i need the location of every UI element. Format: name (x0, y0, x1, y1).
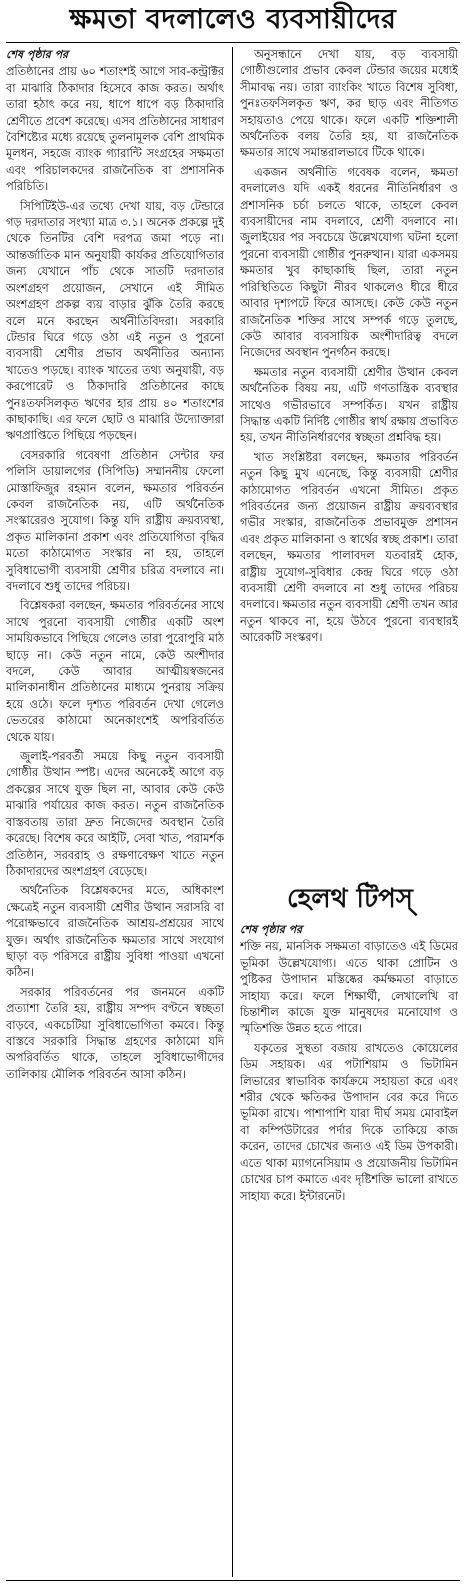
health-tips-title: হেলথ টিপস্ (287, 884, 413, 914)
tips-paragraph: যকৃতের সুস্থতা বজায় রাখতেও কোয়েলের ডিম সহায়ক। এর পটাশিয়াম ও ভিটামিন লিভারের স্বাভাবিক কার্যক্রমে সহায়তা করে এবং শরীর থেকে ক্ষতিকর উপাদান বের করে দিতে ভূমিকা রাখে। পাশাপাশি যারা দীর্ঘ সময় মোবাইল বা কম্পিউটারের পর্দার দিকে তাকিয়ে কাজ করেন, তাদের চোখের জন্যও এই ডিম উপকারী। এতে থাকা ম্যাগনেসিয়াম ও প্রয়োজনীয় ভিটামিন চোখের চাপ কমাতে এবং দৃষ্টিশক্তি ভালো রাখতে সাহায্য করে। ইন্টারনেট। (240, 1041, 458, 1203)
health-tips-body (240, 922, 458, 1577)
continued-label: শেষ পৃষ্ঠার পর (6, 48, 69, 61)
bottom-rule (6, 1580, 460, 1581)
article-paragraph: বিশ্লেষকরা বলছেন, ক্ষমতার পরিবর্তনের সাথে সাথে পুরনো ব্যবসায়ী গোষ্ঠীর একটি অংশ সাময়িকভাবে পিছিয়ে গেলেও তারা পুরোপুরি মাঠ ছাড়ে না। কেউ নতুন নামে, কেউ অংশীদার বদলে, কেউ আবার আত্মীয়স্বজনের মালিকানাধীন প্রতিষ্ঠানের মাধ্যমে পুনরায় সক্রিয় হয়ে ওঠে। ফলে দৃশ্যত পরিবর্তন দেখা গেলেও ভেতরের কাঠামো অনেকাংশেই অপরিবর্তিত থেকে যায়। (6, 599, 224, 744)
article-paragraph: ক্ষমতার নতুন ব্যবসায়ী শ্রেণীর উত্থান কেবল অর্থনৈতিক বিষয় নয়, এটি গণতান্ত্রিক ব্যবস্থার সাথেও গভীরভাবে সম্পর্কিত। যখন রাষ্ট্রীয় সিদ্ধান্ত একটি নির্দিষ্ট গোষ্ঠীর স্বার্থ রক্ষায় প্রভাবিত হয়, তখন নীতিনির্ধারণের স্বচ্ছতা প্রশ্নবিদ্ধ হয়। (240, 365, 458, 445)
headline: ক্ষমতা বদলালেও ব্যবসায়ীদের (69, 4, 397, 35)
article-paragraph: সিপিটিইউ-এর তথ্যে দেখা যায়, বড় টেন্ডারে গড় দরদাতার সংখ্যা মাত্র ৩.১। অনেক প্রকল্পে দুই থেকে তিনটির বেশি দরপত্র জমা পড়ে না। আন্তর্জাতিক মান অনুযায়ী কার্যকর প্রতিযোগিতার জন্য যেখানে পাঁচ থেকে সাতটি দরদাতার অংশগ্রহণ প্রয়োজন, সেখানে এই সীমিত অংশগ্রহণ প্রকল্প ব্যয় বাড়ার ঝুঁকি তৈরি করছে বলে মনে করছেন অর্থনীতিবিদরা। সরকারি টেন্ডার ঘিরে গড়ে ওঠা এই নতুন ও পুরনো ব্যবসায়ী শ্রেণীর প্রভাব অর্থনীতির অন্যান্য খাতেও পড়ছে। ব্যাংক খাতের তথ্য অনুযায়ী, বড় করপোরেট ও ঠিকাদারি প্রতিষ্ঠানের কাছে পুনঃতফসিলকৃত ঋণের হার প্রায় ৪০ শতাংশের কাছাকাছি। এর ফলে ছোট ও মাঝারি উদ্যোক্তারা ঋণপ্রাপ্তিতে পিছিয়ে পড়ছেন। (6, 199, 224, 443)
article-paragraph: সরকার পরিবর্তনের পর জনমনে একটি প্রত্যাশা তৈরি হয়, রাষ্ট্রীয় সম্পদ বণ্টনে স্বচ্ছতা বাড়বে, একচেটিয়া সুবিধাভোগিতা কমবে। কিন্তু বাস্তবে সরকারি সিদ্ধান্ত গ্রহণের কাঠামো যদি অপরিবর্তিত থাকে, তাহলে সুবিধাভোগীদের তালিকায় মৌলিক পরিবর্তন আসা কঠিন। (6, 985, 224, 1081)
article-column-left (6, 47, 224, 1577)
article-paragraph: জুলাই-পরবর্তী সময়ে কিছু নতুন ব্যবসায়ী গোষ্ঠীর উত্থান স্পষ্ট। এদের অনেকেই আগে বড় প্রকল্পের সাথে যুক্ত ছিল না, আবার কেউ কেউ মাঝারি পর্যায়ের কাজ করত। নতুন রাজনৈতিক বাস্তবতায় তারা দ্রুত নিজেদের অবস্থান তৈরি করেছে। বিশেষ করে আইটি, সেবা খাত, পরামর্শক প্রতিষ্ঠান, সরবরাহ ও রক্ষণাবেক্ষণ খাতে নতুন ঠিকাদারদের অংশগ্রহণ বেড়েছে। (6, 750, 224, 878)
column-divider (232, 47, 233, 1577)
article-column-right (240, 47, 458, 877)
article-paragraph: অর্থনৈতিক বিশ্লেষকদের মতে, অধিকাংশ ক্ষেত্রেই নতুন ব্যবসায়ী শ্রেণীর উত্থান সরাসরি বা পরোক্ষভাবে রাজনৈতিক আশ্রয়-প্রশ্রয়ের সাথে যুক্ত। অর্থাৎ রাজনৈতিক ক্ষমতার সাথে সংযোগ ছাড়া বড় পরিসরে রাষ্ট্রীয় সুবিধা পাওয়া এখনো কঠিন। (6, 884, 224, 980)
continued-label: শেষ পৃষ্ঠার পর (240, 923, 303, 936)
article-paragraph: বেসরকারি গবেষণা প্রতিষ্ঠান সেন্টার ফর পলিসি ডায়ালগের (সিপিডি) সম্মাননীয় ফেলো মোস্তাফিজুর রহমান বলেন, ক্ষমতার পরিবর্তন কেবল রাজনৈতিক নয়, এটি অর্থনৈতিক সংস্কারেরও সুযোগ। কিন্তু যদি রাষ্ট্রীয় ক্রয়ব্যবস্থা, প্রকৃত মালিকানা প্রকাশ এবং প্রতিযোগিতা বৃদ্ধির মতো কাঠামোগত সংস্কার না হয়, তাহলে সুবিধাভোগী ব্যবসায়ী শ্রেণীর চরিত্র বদলাবে না। বদলাবে শুধু তাদের পরিচয়। (6, 448, 224, 593)
article-paragraph: খাত সংশ্লিষ্টরা বলছেন, ক্ষমতার পরিবর্তন নতুন কিছু মুখ এনেছে, কিন্তু ব্যবসায়ী শ্রেণীর কাঠামোগত পরিবর্তন এখনো সীমিত। প্রকৃত পরিবর্তনের জন্য প্রয়োজন রাষ্ট্রীয় ক্রয়ব্যবস্থার গভীর সংস্কার, রাজনৈতিক প্রভাবমুক্ত প্রশাসন এবং প্রকৃত মালিকানা ও স্বার্থের স্বচ্ছ প্রকাশ। তারা বলছেন, ক্ষমতার পালাবদল যতবারই হোক, রাষ্ট্রীয় সুযোগ-সুবিধার কেন্দ্র ঘিরে গড়ে ওঠা ব্যবসায়ী শ্রেণী বদলাবে না শুধু তাদের পরিচয় বদলাবে। ক্ষমতার নতুন ব্যবসায়ী শ্রেণী তখন আর নতুন থাকবে না, হয়ে উঠবে পুরনো ব্যবস্থারই আরেকটি সংস্করণ। (240, 450, 458, 645)
article-paragraph: প্রতিষ্ঠানের প্রায় ৬০ শতাংশই আগে সাব-কন্ট্রাক্টর বা মাঝারি ঠিকাদার হিসেবে কাজ করত। অর্থাৎ তারা হঠাৎ করে নয়, ধাপে ধাপে বড় ঠিকাদারি শ্রেণীতে প্রবেশ করেছে। এসব প্রতিষ্ঠানের সাধারণ বৈশিষ্ট্যের মধ্যে রয়েছে তুলনামূলক বেশি প্রাথমিক মূলধন, সহজে ব্যাংক গ্যারান্টি সংগ্রহের সক্ষমতা এবং পরিচালকদের রাজনৈতিক বা প্রশাসনিক পরিচিতি। (6, 65, 224, 194)
article-paragraph: একজন অর্থনীতি গবেষক বলেন, ক্ষমতা বদলালেও যদি একই ধরনের নীতিনির্ধারণ ও প্রশাসনিক চর্চা চলতে থাকে, তাহলে কেবল ব্যবসায়ীদের নাম বদলাবে, শ্রেণী বদলাবে না। জুলাইয়ের পর সবচেয়ে উল্লেখযোগ্য ঘটনা হলো পুরনো ব্যবসায়ী গোষ্ঠীর পুনরুত্থান। যারা একসময় ক্ষমতার খুব কাছাকাছি ছিল, তারা নতুন পরিস্থিতিতে কিছুটা নীরব থাকলেও ধীরে ধীরে আবার দৃশ্যপটে ফিরে আসছে। কেউ কেউ নতুন রাজনৈতিক শক্তির সাথে সম্পর্ক গড়ে তুলছে, কেউ আবার ব্যবসায়িক অংশীদারিত্ব বদলে নিজেদের অবস্থান পুনর্গঠন করছে। (240, 165, 458, 360)
article-paragraph: অনুসন্ধানে দেখা যায়, বড় ব্যবসায়ী গোষ্ঠীগুলোর প্রভাব কেবল টেন্ডার জয়ের মধ্যেই সীমাবদ্ধ নয়। তারা ব্যাংকিং খাতে বিশেষ সুবিধা, পুনঃতফসিলকৃত ঋণ, কর ছাড় এবং নীতিগত সহায়তাও পেয়ে থাকে। ফলে একটি শক্তিশালী অর্থনৈতিক বলয় তৈরি হয়, যা রাজনৈতিক ক্ষমতার সাথে সমান্তরালভাবে টিকে থাকে। (240, 48, 458, 160)
tips-paragraph: শক্তি নয়, মানসিক সক্ষমতা বাড়াতেও এই ডিমের ভূমিকা উল্লেখযোগ্য। এতে থাকা প্রোটিন ও পুষ্টিকর উপাদান মস্তিষ্কের কর্মক্ষমতা বাড়াতে সাহায্য করে। ফলে শিক্ষার্থী, লেখালেখি বা চিন্তাশীল কাজে যুক্ত মানুষদের মনোযোগ ও স্মৃতিশক্তি উন্নত হতে পারে। (240, 940, 458, 1036)
headline-rule (6, 42, 460, 43)
